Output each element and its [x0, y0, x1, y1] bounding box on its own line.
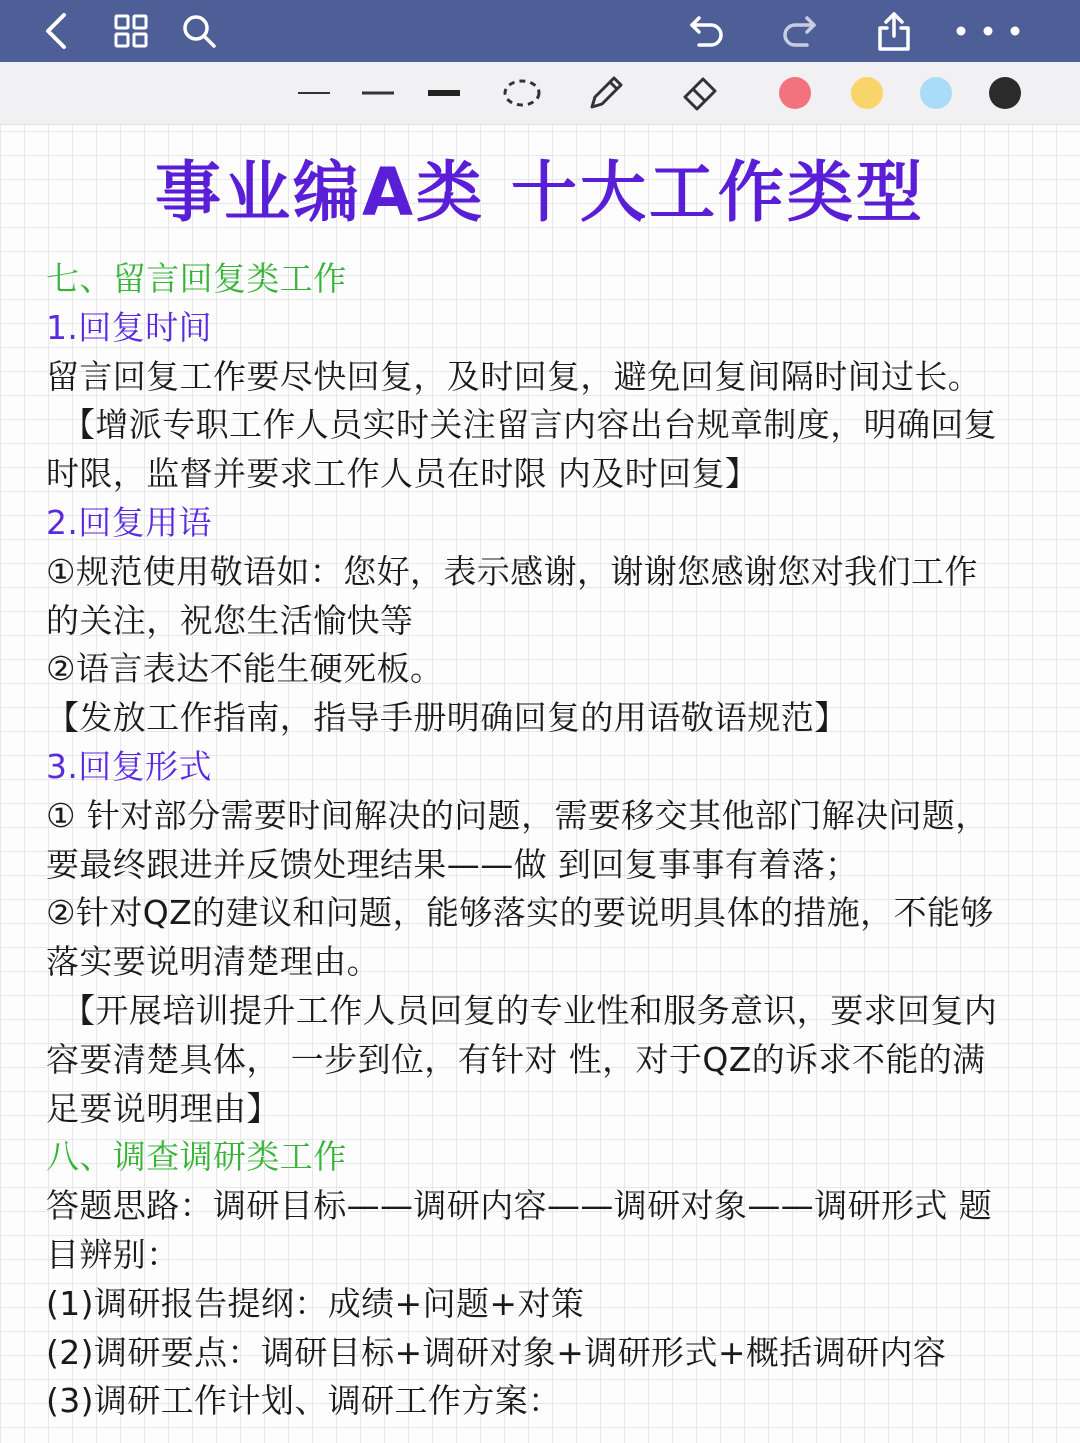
grid-icon[interactable]: [108, 8, 154, 54]
note-text-line: 的关注，祝您生活愉快等: [46, 600, 414, 640]
back-icon[interactable]: [34, 8, 80, 54]
color-swatch-blue[interactable]: [920, 77, 952, 109]
subsection-heading: 3.回复形式: [46, 746, 212, 786]
lasso-icon[interactable]: [500, 72, 544, 114]
pen-thick-icon[interactable]: [422, 72, 466, 114]
note-text-line: (2)调研要点：调研目标+调研对象+调研形式+概括调研内容: [46, 1332, 947, 1372]
pen-thin-icon[interactable]: [292, 72, 336, 114]
note-text-line: 时限，监督并要求工作人员在时限 内及时回复】: [46, 454, 759, 494]
note-text-line: 落实要说明清楚理由。: [46, 942, 380, 982]
note-text-line: 【开展培训提升工作人员回复的专业性和服务意识，要求回复内: [62, 990, 998, 1030]
note-text-line: ②针对QZ的建议和问题，能够落实的要说明具体的措施，不能够: [46, 893, 994, 933]
note-text-line: 【发放工作指南，指导手册明确回复的用语敬语规范】: [46, 698, 848, 738]
note-text-line: 目辨别：: [46, 1234, 180, 1274]
top-nav-bar: [0, 0, 1080, 62]
note-text-line: (1)调研报告提纲：成绩+问题+对策: [46, 1283, 585, 1323]
redo-icon[interactable]: [776, 8, 822, 54]
subsection-heading: 1.回复时间: [46, 307, 212, 347]
note-title: 事业编A类 十大工作类型: [154, 154, 926, 231]
note-text-line: 【增派专职工作人员实时关注留言内容出台规章制度，明确回复: [62, 405, 998, 445]
share-icon[interactable]: [871, 8, 917, 54]
note-text-line: 容要清楚具体， 一步到位，有针对 性，对于QZ的诉求不能的满: [46, 1039, 986, 1079]
note-text-line: 要最终跟进并反馈处理结果——做 到回复事事有着落；: [46, 844, 859, 884]
note-text-line: (3)调研工作计划、调研工作方案：: [46, 1381, 562, 1421]
note-text-line: ①规范使用敬语如：您好，表示感谢，谢谢您感谢您对我们工作: [46, 551, 978, 591]
more-icon[interactable]: [952, 8, 1024, 54]
section-heading: 八、调查调研类工作: [46, 1137, 347, 1177]
note-text-line: ① 针对部分需要时间解决的问题，需要移交其他部门解决问题，: [46, 795, 989, 835]
drawing-toolbar: [0, 62, 1080, 125]
note-text-line: 答题思路：调研目标——调研内容——调研对象——调研形式 题: [46, 1186, 993, 1226]
eraser-icon[interactable]: [678, 72, 722, 114]
note-text-line: 留言回复工作要尽快回复，及时回复，避免回复间隔时间过长。: [46, 356, 982, 396]
note-text-line: ②语言表达不能生硬死板。: [46, 649, 444, 689]
undo-icon[interactable]: [684, 8, 730, 54]
color-swatch-black[interactable]: [989, 77, 1021, 109]
pen-medium-icon[interactable]: [356, 72, 400, 114]
search-icon[interactable]: [176, 8, 222, 54]
note-text-line: 足要说明理由】: [46, 1088, 280, 1128]
pencil-icon[interactable]: [584, 72, 628, 114]
note-body: [46, 255, 1046, 1426]
section-heading: 七、留言回复类工作: [46, 259, 347, 298]
color-swatch-red[interactable]: [779, 77, 811, 109]
subsection-heading: 2.回复用语: [46, 502, 212, 542]
note-page[interactable]: [0, 125, 1080, 1443]
color-swatch-yellow[interactable]: [851, 77, 883, 109]
